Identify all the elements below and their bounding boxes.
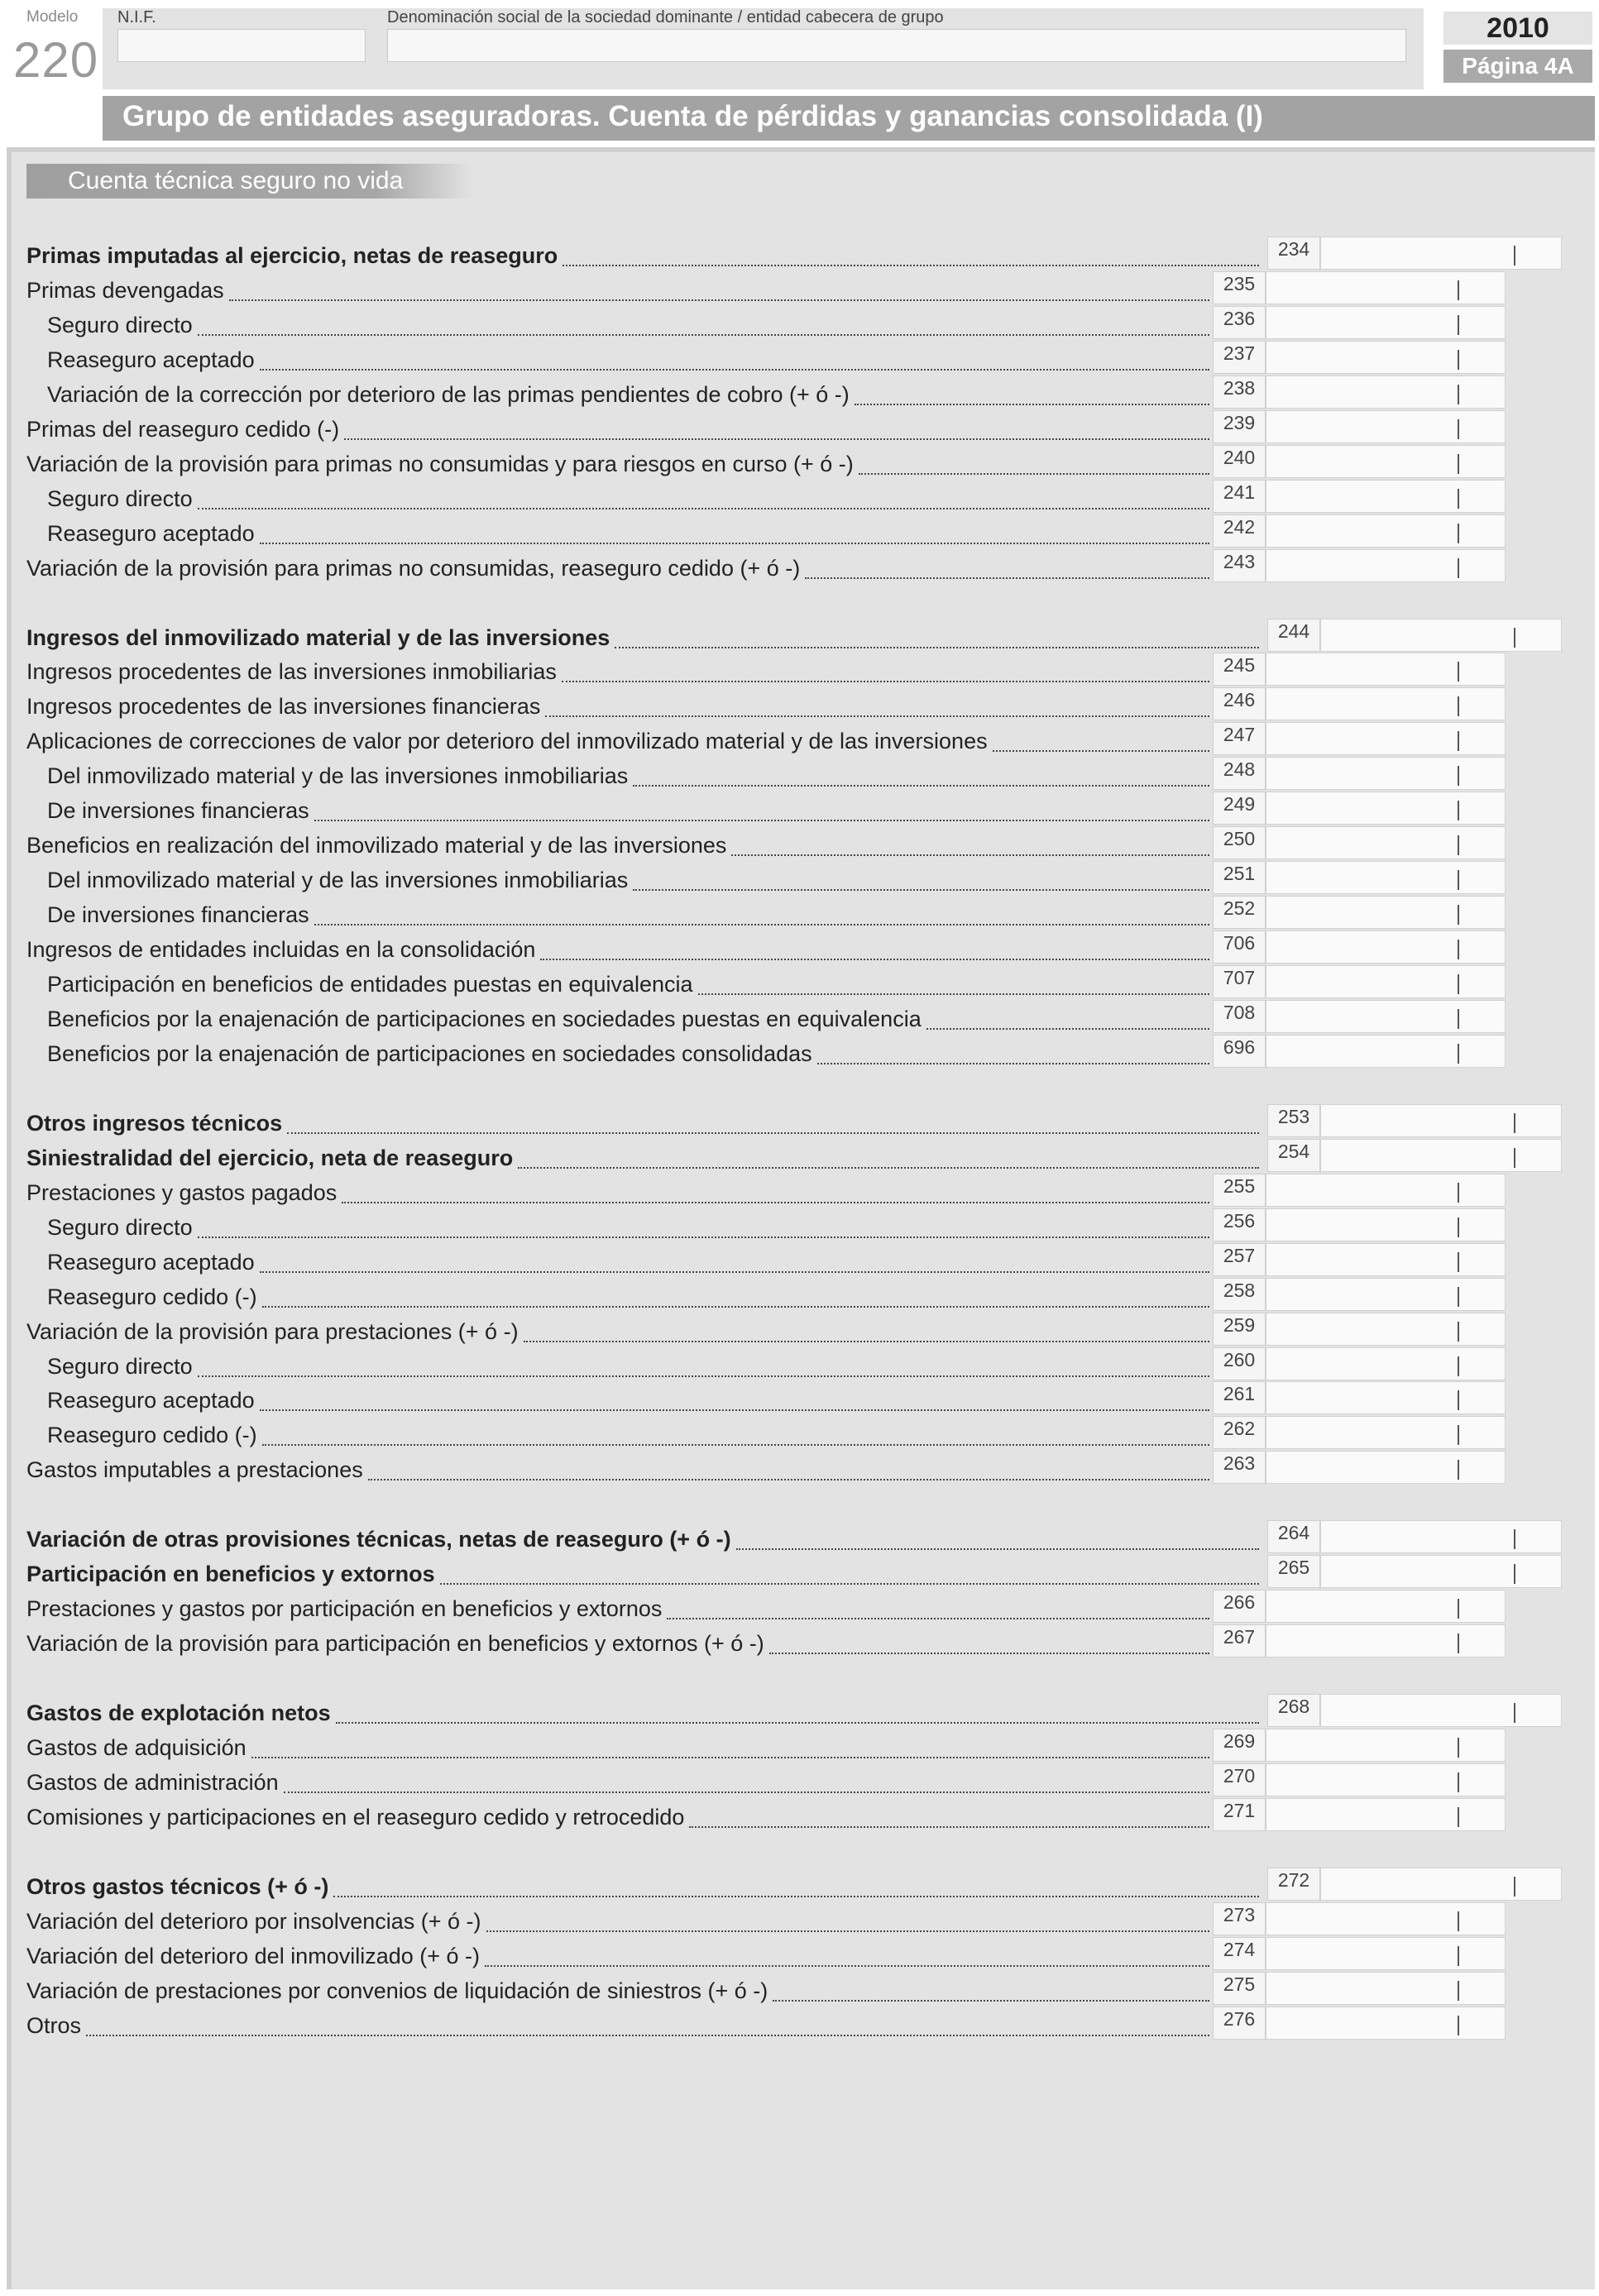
form-row (26, 1243, 1598, 1278)
decimal-separator (1458, 905, 1459, 925)
form-row (26, 965, 1598, 1000)
row-code: 275 (1213, 1972, 1266, 2005)
decimal-separator (1458, 1599, 1459, 1619)
amount-field[interactable] (1266, 306, 1506, 339)
leader-dots (518, 1146, 1259, 1169)
leader-dots (198, 1354, 1209, 1377)
row-label: Primas devengadas (26, 278, 224, 303)
form-row (26, 1902, 1598, 1937)
amount-field[interactable] (1266, 410, 1506, 443)
row-label: Variación de la provisión para primas no consumidas y para riesgos en curso (+ ó -) (26, 452, 854, 476)
decimal-separator (1514, 1113, 1515, 1133)
amount-field[interactable] (1266, 930, 1506, 964)
row-code: 261 (1213, 1381, 1266, 1414)
form-row (26, 1763, 1598, 1798)
decimal-separator (1458, 524, 1459, 543)
form-row (26, 1555, 1598, 1590)
form-row (26, 1972, 1598, 2007)
row-code: 269 (1213, 1729, 1266, 1762)
decimal-separator (1458, 835, 1459, 855)
row-code: 257 (1213, 1243, 1266, 1276)
form-row (26, 687, 1598, 722)
decimal-separator (1458, 662, 1459, 682)
form-row (26, 1104, 1598, 1139)
row-label: Reaseguro cedido (-) (47, 1423, 257, 1447)
decimal-separator (1514, 246, 1515, 265)
row-label: Seguro directo (47, 486, 193, 511)
row-label: Ingresos de entidades incluidas en la consolidación (26, 937, 536, 962)
form-row (26, 1208, 1598, 1243)
decimal-separator (1458, 558, 1459, 578)
form-row (26, 271, 1598, 306)
decimal-separator (1458, 696, 1459, 716)
modelo-number: 220 (13, 32, 99, 88)
row-code: 241 (1213, 480, 1266, 513)
amount-field[interactable] (1266, 722, 1506, 755)
row-code: 253 (1267, 1104, 1320, 1137)
form-row (26, 653, 1598, 687)
modelo-label: Modelo (26, 8, 79, 26)
amount-field[interactable] (1266, 1208, 1506, 1241)
row-label: Participación en beneficios y extornos (26, 1562, 435, 1586)
decimal-separator (1458, 1183, 1459, 1203)
row-label: Otros gastos técnicos (+ ó -) (26, 1874, 329, 1899)
row-label: Variación de la provisión para prestaciones (+ ó -) (26, 1319, 519, 1344)
amount-field[interactable] (1266, 1174, 1506, 1207)
row-code: 251 (1213, 861, 1266, 894)
row-label: Gastos de adquisición (26, 1735, 247, 1760)
row-label: Primas imputadas al ejercicio, netas de reaseguro (26, 243, 558, 268)
row-code: 249 (1213, 792, 1266, 825)
leader-dots (262, 1423, 1209, 1446)
row-label: Aplicaciones de correcciones de valor por deterioro del inmovilizado material y de las inversiones (26, 729, 988, 753)
row-code: 268 (1267, 1694, 1320, 1727)
row-label: Beneficios por la enajenación de participaciones en sociedades puestas en equivalencia (47, 1007, 922, 1031)
row-label: Prestaciones y gastos por participación en beneficios y extornos (26, 1596, 663, 1621)
row-code: 258 (1213, 1278, 1266, 1311)
leader-dots (314, 902, 1209, 926)
decimal-separator (1514, 628, 1515, 648)
decimal-separator (1458, 766, 1459, 786)
form-row (26, 1520, 1598, 1555)
leader-dots (545, 694, 1209, 717)
amount-field[interactable] (1266, 1313, 1506, 1346)
leader-dots (260, 1388, 1209, 1411)
decimal-separator (1458, 1009, 1459, 1029)
amount-field[interactable] (1266, 896, 1506, 929)
form-row (26, 1868, 1598, 1902)
form-row (26, 1416, 1598, 1451)
row-code: 271 (1213, 1798, 1266, 1831)
row-code: 245 (1213, 653, 1266, 686)
row-label: Beneficios por la enajenación de participaciones en sociedades consolidadas (47, 1041, 812, 1066)
amount-field[interactable] (1266, 792, 1506, 825)
decimal-separator (1458, 1044, 1459, 1064)
row-label: Reaseguro aceptado (47, 521, 255, 546)
decimal-separator (1458, 1390, 1459, 1410)
form-row (26, 1347, 1598, 1382)
row-code: 242 (1213, 514, 1266, 548)
leader-dots (287, 1111, 1259, 1134)
amount-field[interactable] (1266, 1451, 1506, 1484)
decimal-separator (1514, 1877, 1515, 1897)
year-badge: 2010 (1443, 12, 1592, 45)
leader-dots (342, 1180, 1209, 1203)
leader-dots (993, 729, 1209, 752)
decimal-separator (1458, 1460, 1459, 1480)
row-code: 255 (1213, 1174, 1266, 1207)
form-row (26, 1937, 1598, 1972)
decimal-separator (1458, 1425, 1459, 1445)
amount-field[interactable] (1266, 1972, 1506, 2005)
amount-field[interactable] (1266, 826, 1506, 859)
leader-dots (859, 452, 1209, 475)
row-label: De inversiones financieras (47, 798, 309, 823)
row-code: 256 (1213, 1208, 1266, 1241)
row-code: 274 (1213, 1937, 1266, 1970)
amount-field[interactable] (1266, 1035, 1506, 1068)
leader-dots (698, 972, 1209, 995)
decimal-separator (1458, 1322, 1459, 1342)
leader-dots (198, 1215, 1209, 1238)
row-code: 250 (1213, 826, 1266, 859)
form-row (26, 792, 1598, 826)
row-code: 262 (1213, 1416, 1266, 1449)
row-label: Gastos de explotación netos (26, 1700, 331, 1725)
form-row (26, 1035, 1598, 1069)
amount-field[interactable] (1266, 1624, 1506, 1657)
amount-field[interactable] (1266, 1590, 1506, 1623)
leader-dots (336, 1700, 1259, 1724)
form-row (26, 619, 1598, 653)
row-code: 259 (1213, 1313, 1266, 1346)
leader-dots (736, 1527, 1259, 1550)
decimal-separator (1458, 2016, 1459, 2035)
form-row (26, 375, 1598, 410)
decimal-separator (1458, 1772, 1459, 1792)
form-row (26, 1381, 1598, 1416)
row-label: Otros ingresos técnicos (26, 1111, 283, 1136)
leader-dots (368, 1457, 1209, 1480)
decimal-separator (1458, 1911, 1459, 1931)
row-label: Ingresos procedentes de las inversiones financieras (26, 694, 541, 719)
row-label: Variación de la provisión para participación en beneficios y extornos (+ ó -) (26, 1631, 764, 1656)
leader-dots (344, 417, 1209, 440)
row-code: 696 (1213, 1035, 1266, 1068)
amount-field[interactable] (1266, 1798, 1506, 1831)
leader-dots (260, 1250, 1209, 1273)
amount-field[interactable] (1266, 1278, 1506, 1311)
form-row (26, 1694, 1598, 1729)
decimal-separator (1458, 385, 1459, 404)
page-title: Grupo de entidades aseguradoras. Cuenta de pérdidas y ganancias consolidada (I) (122, 100, 1263, 132)
denominacion-label: Denominación social de la sociedad dominante / entidad cabecera de grupo (387, 8, 944, 26)
amount-field[interactable] (1266, 341, 1506, 374)
leader-dots (333, 1874, 1259, 1897)
amount-field[interactable] (1320, 619, 1562, 652)
row-label: Variación de la provisión para primas no consumidas, reaseguro cedido (+ ó -) (26, 556, 801, 581)
decimal-separator (1458, 1981, 1459, 2001)
row-code: 252 (1213, 896, 1266, 929)
form-row (26, 861, 1598, 896)
leader-dots (262, 1284, 1209, 1308)
amount-field[interactable] (1266, 1347, 1506, 1380)
amount-field[interactable] (1320, 1868, 1562, 1901)
leader-dots (562, 659, 1209, 682)
row-code: 234 (1267, 237, 1320, 270)
decimal-separator (1458, 1634, 1459, 1653)
row-label: Reaseguro aceptado (47, 1388, 255, 1413)
leader-dots (260, 521, 1209, 544)
form-row (26, 410, 1598, 445)
row-label: Siniestralidad del ejercicio, neta de reaseguro (26, 1146, 514, 1170)
row-code: 243 (1213, 549, 1266, 582)
nif-field[interactable] (117, 29, 366, 62)
leader-dots (633, 763, 1209, 787)
form-row (26, 2007, 1598, 2041)
form-row (26, 930, 1598, 965)
row-code: 266 (1213, 1590, 1266, 1623)
amount-field[interactable] (1320, 1104, 1562, 1137)
row-label: Variación de otras provisiones técnicas, netas de reaseguro (+ ó -) (26, 1527, 731, 1552)
decimal-separator (1458, 1217, 1459, 1237)
leader-dots (284, 1770, 1209, 1793)
amount-field[interactable] (1266, 1763, 1506, 1796)
row-code: 265 (1267, 1555, 1320, 1588)
leader-dots (855, 382, 1209, 405)
row-code: 236 (1213, 306, 1266, 339)
leader-dots (926, 1007, 1209, 1030)
row-label: Prestaciones y gastos pagados (26, 1180, 338, 1205)
form-row (26, 549, 1598, 584)
row-code: 235 (1213, 271, 1266, 304)
leader-dots (198, 486, 1209, 509)
form-row (26, 1278, 1598, 1313)
leader-dots (769, 1631, 1209, 1654)
form-row (26, 1139, 1598, 1174)
row-label: Reaseguro aceptado (47, 347, 255, 372)
row-label: Variación de la corrección por deterioro de las primas pendientes de cobro (+ ó -) (47, 382, 850, 407)
decimal-separator (1458, 1287, 1459, 1307)
row-code: 260 (1213, 1347, 1266, 1380)
amount-field[interactable] (1266, 375, 1506, 409)
row-code: 240 (1213, 445, 1266, 478)
amount-field[interactable] (1266, 514, 1506, 548)
amount-field[interactable] (1266, 1902, 1506, 1935)
form-row (26, 722, 1598, 757)
leader-dots (731, 833, 1209, 856)
form-row (26, 445, 1598, 480)
row-code: 708 (1213, 1000, 1266, 1033)
row-code: 267 (1213, 1624, 1266, 1657)
row-label: Beneficios en realización del inmovilizado material y de las inversiones (26, 833, 727, 858)
row-label: Ingresos del inmovilizado material y de las inversiones (26, 625, 610, 650)
decimal-separator (1514, 1529, 1515, 1549)
leader-dots (563, 243, 1259, 266)
form-row (26, 896, 1598, 930)
leader-dots (540, 937, 1209, 960)
row-label: Variación de prestaciones por convenios de liquidación de siniestros (+ ó -) (26, 1978, 768, 2003)
amount-field[interactable] (1266, 1416, 1506, 1449)
form-row (26, 1174, 1598, 1208)
decimal-separator (1458, 801, 1459, 820)
leader-dots (773, 1978, 1209, 2002)
row-label: De inversiones financieras (47, 902, 309, 927)
row-code: 706 (1213, 930, 1266, 964)
amount-field[interactable] (1320, 1555, 1562, 1588)
row-label: Reaseguro aceptado (47, 1250, 255, 1275)
row-label: Variación del deterioro del inmovilizado (+ ó -) (26, 1944, 481, 1968)
row-label: Gastos de administración (26, 1770, 279, 1795)
leader-dots (633, 868, 1209, 891)
amount-field[interactable] (1266, 757, 1506, 790)
row-code: 254 (1267, 1139, 1320, 1172)
decimal-separator (1514, 1703, 1515, 1723)
amount-field[interactable] (1266, 1729, 1506, 1762)
amount-field[interactable] (1266, 1937, 1506, 1970)
row-code: 263 (1213, 1451, 1266, 1484)
row-code: 264 (1267, 1520, 1320, 1553)
form-row (26, 1798, 1598, 1833)
decimal-separator (1458, 1738, 1459, 1758)
row-code: 276 (1213, 2007, 1266, 2040)
leader-dots (440, 1562, 1259, 1585)
decimal-separator (1458, 1252, 1459, 1272)
form-row (26, 514, 1598, 549)
row-code: 707 (1213, 965, 1266, 998)
decimal-separator (1458, 1946, 1459, 1966)
amount-field[interactable] (1266, 1381, 1506, 1414)
section-title: Cuenta técnica seguro no vida (68, 167, 404, 194)
form-row (26, 480, 1598, 514)
nif-label: N.I.F. (117, 8, 156, 26)
form-row (26, 1590, 1598, 1624)
row-code: 248 (1213, 757, 1266, 790)
form-row (26, 1729, 1598, 1763)
decimal-separator (1458, 315, 1459, 335)
form-row (26, 1313, 1598, 1347)
row-code: 247 (1213, 722, 1266, 755)
row-label: Primas del reaseguro cedido (-) (26, 417, 340, 442)
decimal-separator (1458, 731, 1459, 751)
amount-field[interactable] (1320, 1520, 1562, 1553)
amount-field[interactable] (1266, 653, 1506, 686)
decimal-separator (1458, 454, 1459, 474)
row-code: 238 (1213, 375, 1266, 409)
leader-dots (805, 556, 1209, 579)
leader-dots (667, 1596, 1209, 1619)
row-label: Ingresos procedentes de las inversiones inmobiliarias (26, 659, 557, 684)
row-label: Gastos imputables a prestaciones (26, 1457, 363, 1482)
row-code: 239 (1213, 410, 1266, 443)
leader-dots (817, 1041, 1209, 1064)
decimal-separator (1458, 419, 1459, 439)
amount-field[interactable] (1320, 237, 1562, 270)
decimal-separator (1458, 1807, 1459, 1827)
leader-dots (314, 798, 1209, 821)
form-row (26, 757, 1598, 792)
row-label: Variación del deterioro por insolvencias (+ ó -) (26, 1909, 481, 1934)
form-row (26, 341, 1598, 375)
row-label: Del inmovilizado material y de las inversiones inmobiliarias (47, 763, 629, 788)
row-code: 272 (1267, 1868, 1320, 1901)
row-code: 273 (1213, 1902, 1266, 1935)
amount-field[interactable] (1266, 1243, 1506, 1276)
leader-dots (615, 625, 1259, 648)
decimal-separator (1458, 280, 1459, 300)
row-label: Del inmovilizado material y de las inversiones inmobiliarias (47, 868, 629, 892)
leader-dots (251, 1735, 1209, 1758)
leader-dots (524, 1319, 1209, 1342)
amount-field[interactable] (1266, 1000, 1506, 1033)
form-row (26, 306, 1598, 341)
row-code: 246 (1213, 687, 1266, 720)
leader-dots (486, 1909, 1209, 1932)
form-row (26, 237, 1598, 271)
amount-field[interactable] (1320, 1139, 1562, 1172)
amount-field[interactable] (1266, 965, 1506, 998)
row-code: 237 (1213, 341, 1266, 374)
denominacion-field[interactable] (387, 29, 1406, 62)
amount-field[interactable] (1266, 861, 1506, 894)
decimal-separator (1458, 489, 1459, 509)
row-code: 270 (1213, 1763, 1266, 1796)
amount-field[interactable] (1266, 271, 1506, 304)
row-label: Seguro directo (47, 1215, 193, 1240)
row-label: Otros (26, 2013, 82, 2038)
row-label: Seguro directo (47, 313, 193, 337)
decimal-separator (1458, 1356, 1459, 1376)
row-label: Seguro directo (47, 1354, 193, 1379)
amount-field[interactable] (1266, 687, 1506, 720)
decimal-separator (1458, 974, 1459, 994)
leader-dots (260, 347, 1209, 371)
leader-dots (198, 313, 1209, 336)
form-row (26, 826, 1598, 861)
form-row (26, 1000, 1598, 1035)
row-label: Reaseguro cedido (-) (47, 1284, 257, 1309)
decimal-separator (1458, 940, 1459, 959)
leader-dots (229, 278, 1209, 301)
leader-dots (485, 1944, 1209, 1967)
form-row (26, 1624, 1598, 1659)
amount-field[interactable] (1266, 549, 1506, 582)
amount-field[interactable] (1266, 2007, 1506, 2040)
page-badge: Página 4A (1443, 50, 1592, 83)
row-code: 244 (1267, 619, 1320, 652)
row-label: Participación en beneficios de entidades puestas en equivalencia (47, 972, 693, 997)
decimal-separator (1458, 870, 1459, 890)
leader-dots (86, 2013, 1209, 2036)
amount-field[interactable] (1266, 480, 1506, 513)
amount-field[interactable] (1320, 1694, 1562, 1727)
leader-dots (689, 1805, 1209, 1828)
decimal-separator (1458, 350, 1459, 370)
decimal-separator (1514, 1564, 1515, 1584)
form-row (26, 1451, 1598, 1485)
amount-field[interactable] (1266, 445, 1506, 478)
decimal-separator (1514, 1148, 1515, 1168)
row-label: Comisiones y participaciones en el reaseguro cedido y retrocedido (26, 1805, 685, 1830)
